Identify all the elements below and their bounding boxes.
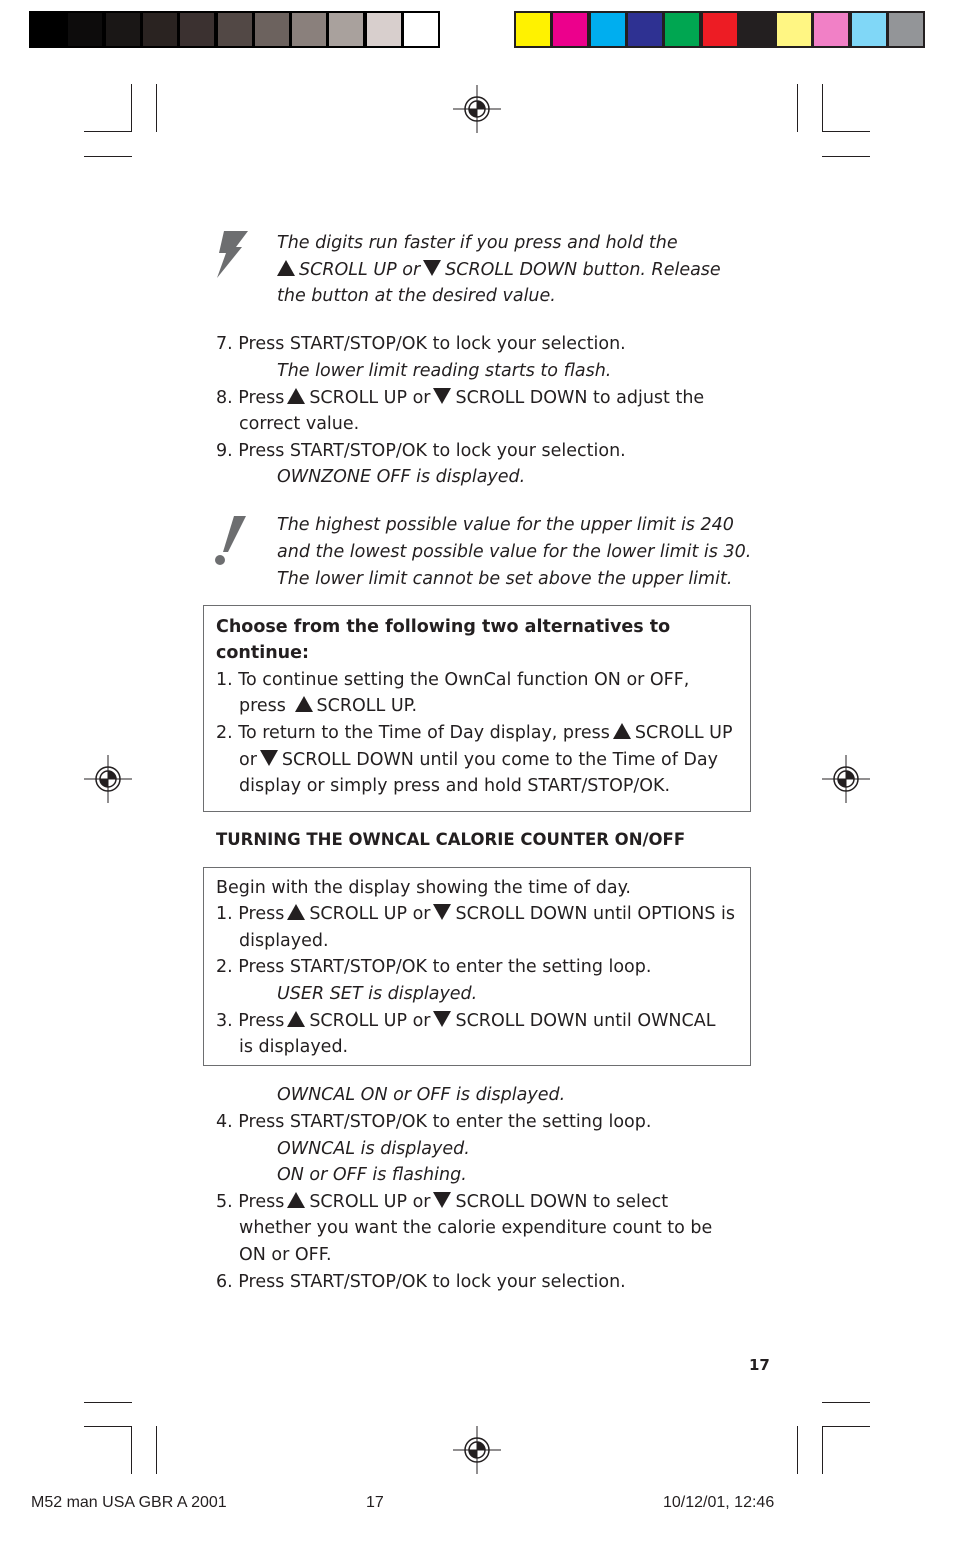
crop-mark	[797, 84, 798, 132]
color-swatch	[628, 13, 662, 46]
step-7: 7. Press START/STOP/OK to lock your selection.	[216, 334, 626, 354]
box2-step-1-cont: displayed.	[239, 931, 329, 951]
box2-intro: Begin with the display showing the time of day.	[216, 878, 631, 898]
box2-step-1	[216, 904, 735, 924]
box2-step-2: 2. Press START/STOP/OK to enter the setting loop.	[216, 957, 652, 977]
crop-mark	[156, 1426, 157, 1474]
color-swatch	[553, 13, 587, 46]
crop-mark	[84, 131, 132, 132]
exclamation-icon	[212, 516, 248, 566]
warning-line-1: The highest possible value for the upper limit is 240	[277, 515, 734, 535]
scroll-down-icon	[433, 1192, 451, 1208]
alternative-2-line-1	[216, 723, 733, 743]
gray-swatch	[218, 13, 252, 46]
crop-mark	[131, 1426, 132, 1474]
step-4: 4. Press START/STOP/OK to enter the setting loop.	[216, 1112, 652, 1132]
step-8-post: SCROLL DOWN to adjust the	[455, 388, 705, 408]
step-5-cont-1: whether you want the calorie expenditure count to be	[239, 1218, 713, 1238]
registration-mark-icon	[453, 1426, 501, 1474]
color-swatch	[591, 13, 625, 46]
color-swatch	[777, 13, 811, 46]
crop-mark	[797, 1426, 798, 1474]
tip-line-1: The digits run faster if you press and hold the	[277, 233, 678, 253]
alt2-l2-pre: or	[239, 750, 257, 770]
lightning-icon	[214, 231, 250, 279]
scroll-up-icon	[295, 696, 313, 712]
section-heading: TURNING THE OWNCAL CALORIE COUNTER ON/OFF	[216, 830, 686, 849]
color-swatch	[665, 13, 699, 46]
scroll-down-icon	[433, 904, 451, 920]
scroll-up-icon	[613, 723, 631, 739]
crop-mark	[822, 1402, 870, 1403]
step-5	[216, 1192, 668, 1212]
box2-step-3-cont: is displayed.	[239, 1037, 349, 1057]
b2s1-post: SCROLL DOWN until OPTIONS is	[455, 904, 736, 924]
b2s3-post: SCROLL DOWN until OWNCAL	[455, 1011, 716, 1031]
crop-mark	[84, 1426, 132, 1427]
gray-swatch	[106, 13, 140, 46]
alt2-post: SCROLL UP	[634, 723, 733, 743]
gray-swatch	[292, 13, 326, 46]
step-7-note: The lower limit reading starts to flash.	[277, 361, 612, 381]
registration-mark-icon	[84, 755, 132, 803]
crop-mark	[822, 131, 870, 132]
step-6: 6. Press START/STOP/OK to lock your selection.	[216, 1272, 626, 1292]
b2s3-mid: SCROLL UP or	[309, 1011, 431, 1031]
alternative-1-line-2	[239, 696, 417, 716]
box2-step-2-note: USER SET is displayed.	[277, 984, 478, 1004]
color-swatch	[740, 13, 774, 46]
step-4-note-2: ON or OFF is flashing.	[277, 1165, 467, 1185]
color-swatch	[889, 13, 923, 46]
scroll-up-icon	[277, 260, 295, 276]
box2-step-3	[216, 1011, 715, 1031]
page-number: 17	[749, 1356, 770, 1374]
crop-mark	[84, 1402, 132, 1403]
crop-mark	[822, 156, 870, 157]
scroll-up-icon	[287, 904, 305, 920]
tip-line-2	[277, 260, 721, 280]
registration-mark-icon	[822, 755, 870, 803]
gray-swatch	[180, 13, 214, 46]
warning-line-2: and the lowest possible value for the lower limit is 30.	[277, 542, 752, 562]
footer-left: M52 man USA GBR A 2001	[31, 1494, 227, 1511]
tip-line-3: the button at the desired value.	[277, 286, 556, 306]
step-9-note: OWNZONE OFF is displayed.	[277, 467, 526, 487]
crop-mark	[84, 156, 132, 157]
footer-center: 17	[366, 1494, 384, 1511]
tip-down-text: SCROLL DOWN button. Release	[445, 260, 721, 280]
scroll-up-icon	[287, 388, 305, 404]
gray-swatch	[255, 13, 289, 46]
alternative-1-line-1: 1. To continue setting the OwnCal function ON or OFF,	[216, 670, 690, 690]
warning-line-3: The lower limit cannot be set above the upper limit.	[277, 569, 733, 589]
b2s1-mid: SCROLL UP or	[309, 904, 431, 924]
scroll-down-icon	[423, 260, 441, 276]
owncal-note: OWNCAL ON or OFF is displayed.	[277, 1085, 566, 1105]
color-swatch	[703, 13, 737, 46]
gray-swatch	[143, 13, 177, 46]
scroll-down-icon	[433, 1011, 451, 1027]
step-8-cont: correct value.	[239, 414, 360, 434]
alt2-pre: 2. To return to the Time of Day display, press	[216, 723, 610, 743]
step-8	[216, 388, 704, 408]
crop-mark	[822, 1426, 823, 1474]
color-swatch	[814, 13, 848, 46]
gray-swatch	[404, 13, 438, 46]
step-8-mid: SCROLL UP or	[309, 388, 431, 408]
scroll-down-icon	[433, 388, 451, 404]
alternative-2-line-3: display or simply press and hold START/STOP/OK.	[239, 776, 671, 796]
registration-mark-icon	[453, 85, 501, 133]
step-5-cont-2: ON or OFF.	[239, 1245, 332, 1265]
tip-up-text: SCROLL UP or	[299, 260, 421, 280]
step-8-pre: 8. Press	[216, 388, 285, 408]
s5-post: SCROLL DOWN to select	[455, 1192, 669, 1212]
gray-swatch	[367, 13, 401, 46]
gray-swatch	[31, 13, 65, 46]
alternative-2-line-2	[239, 750, 718, 770]
scroll-down-icon	[260, 750, 278, 766]
gray-swatch	[68, 13, 102, 46]
gray-swatch	[329, 13, 363, 46]
scroll-up-icon	[287, 1192, 305, 1208]
alt2-l2-post: SCROLL DOWN until you come to the Time of Day	[281, 750, 718, 770]
b2s3-pre: 3. Press	[216, 1011, 285, 1031]
crop-mark	[822, 84, 823, 132]
alternatives-heading-2: continue:	[216, 643, 310, 663]
color-swatch	[852, 13, 886, 46]
footer-right: 10/12/01, 12:46	[663, 1494, 775, 1511]
crop-mark	[822, 1426, 870, 1427]
alt1-post: SCROLL UP.	[316, 696, 418, 716]
crop-mark	[131, 84, 132, 132]
s5-mid: SCROLL UP or	[309, 1192, 431, 1212]
step-4-note-1: OWNCAL is displayed.	[277, 1139, 470, 1159]
step-9: 9. Press START/STOP/OK to lock your selection.	[216, 441, 626, 461]
alt1-pre: press	[239, 696, 286, 716]
alternatives-heading-1: Choose from the following two alternatives to	[216, 617, 671, 637]
b2s1-pre: 1. Press	[216, 904, 285, 924]
scroll-up-icon	[287, 1011, 305, 1027]
crop-mark	[156, 84, 157, 132]
color-swatch	[516, 13, 550, 46]
s5-pre: 5. Press	[216, 1192, 285, 1212]
